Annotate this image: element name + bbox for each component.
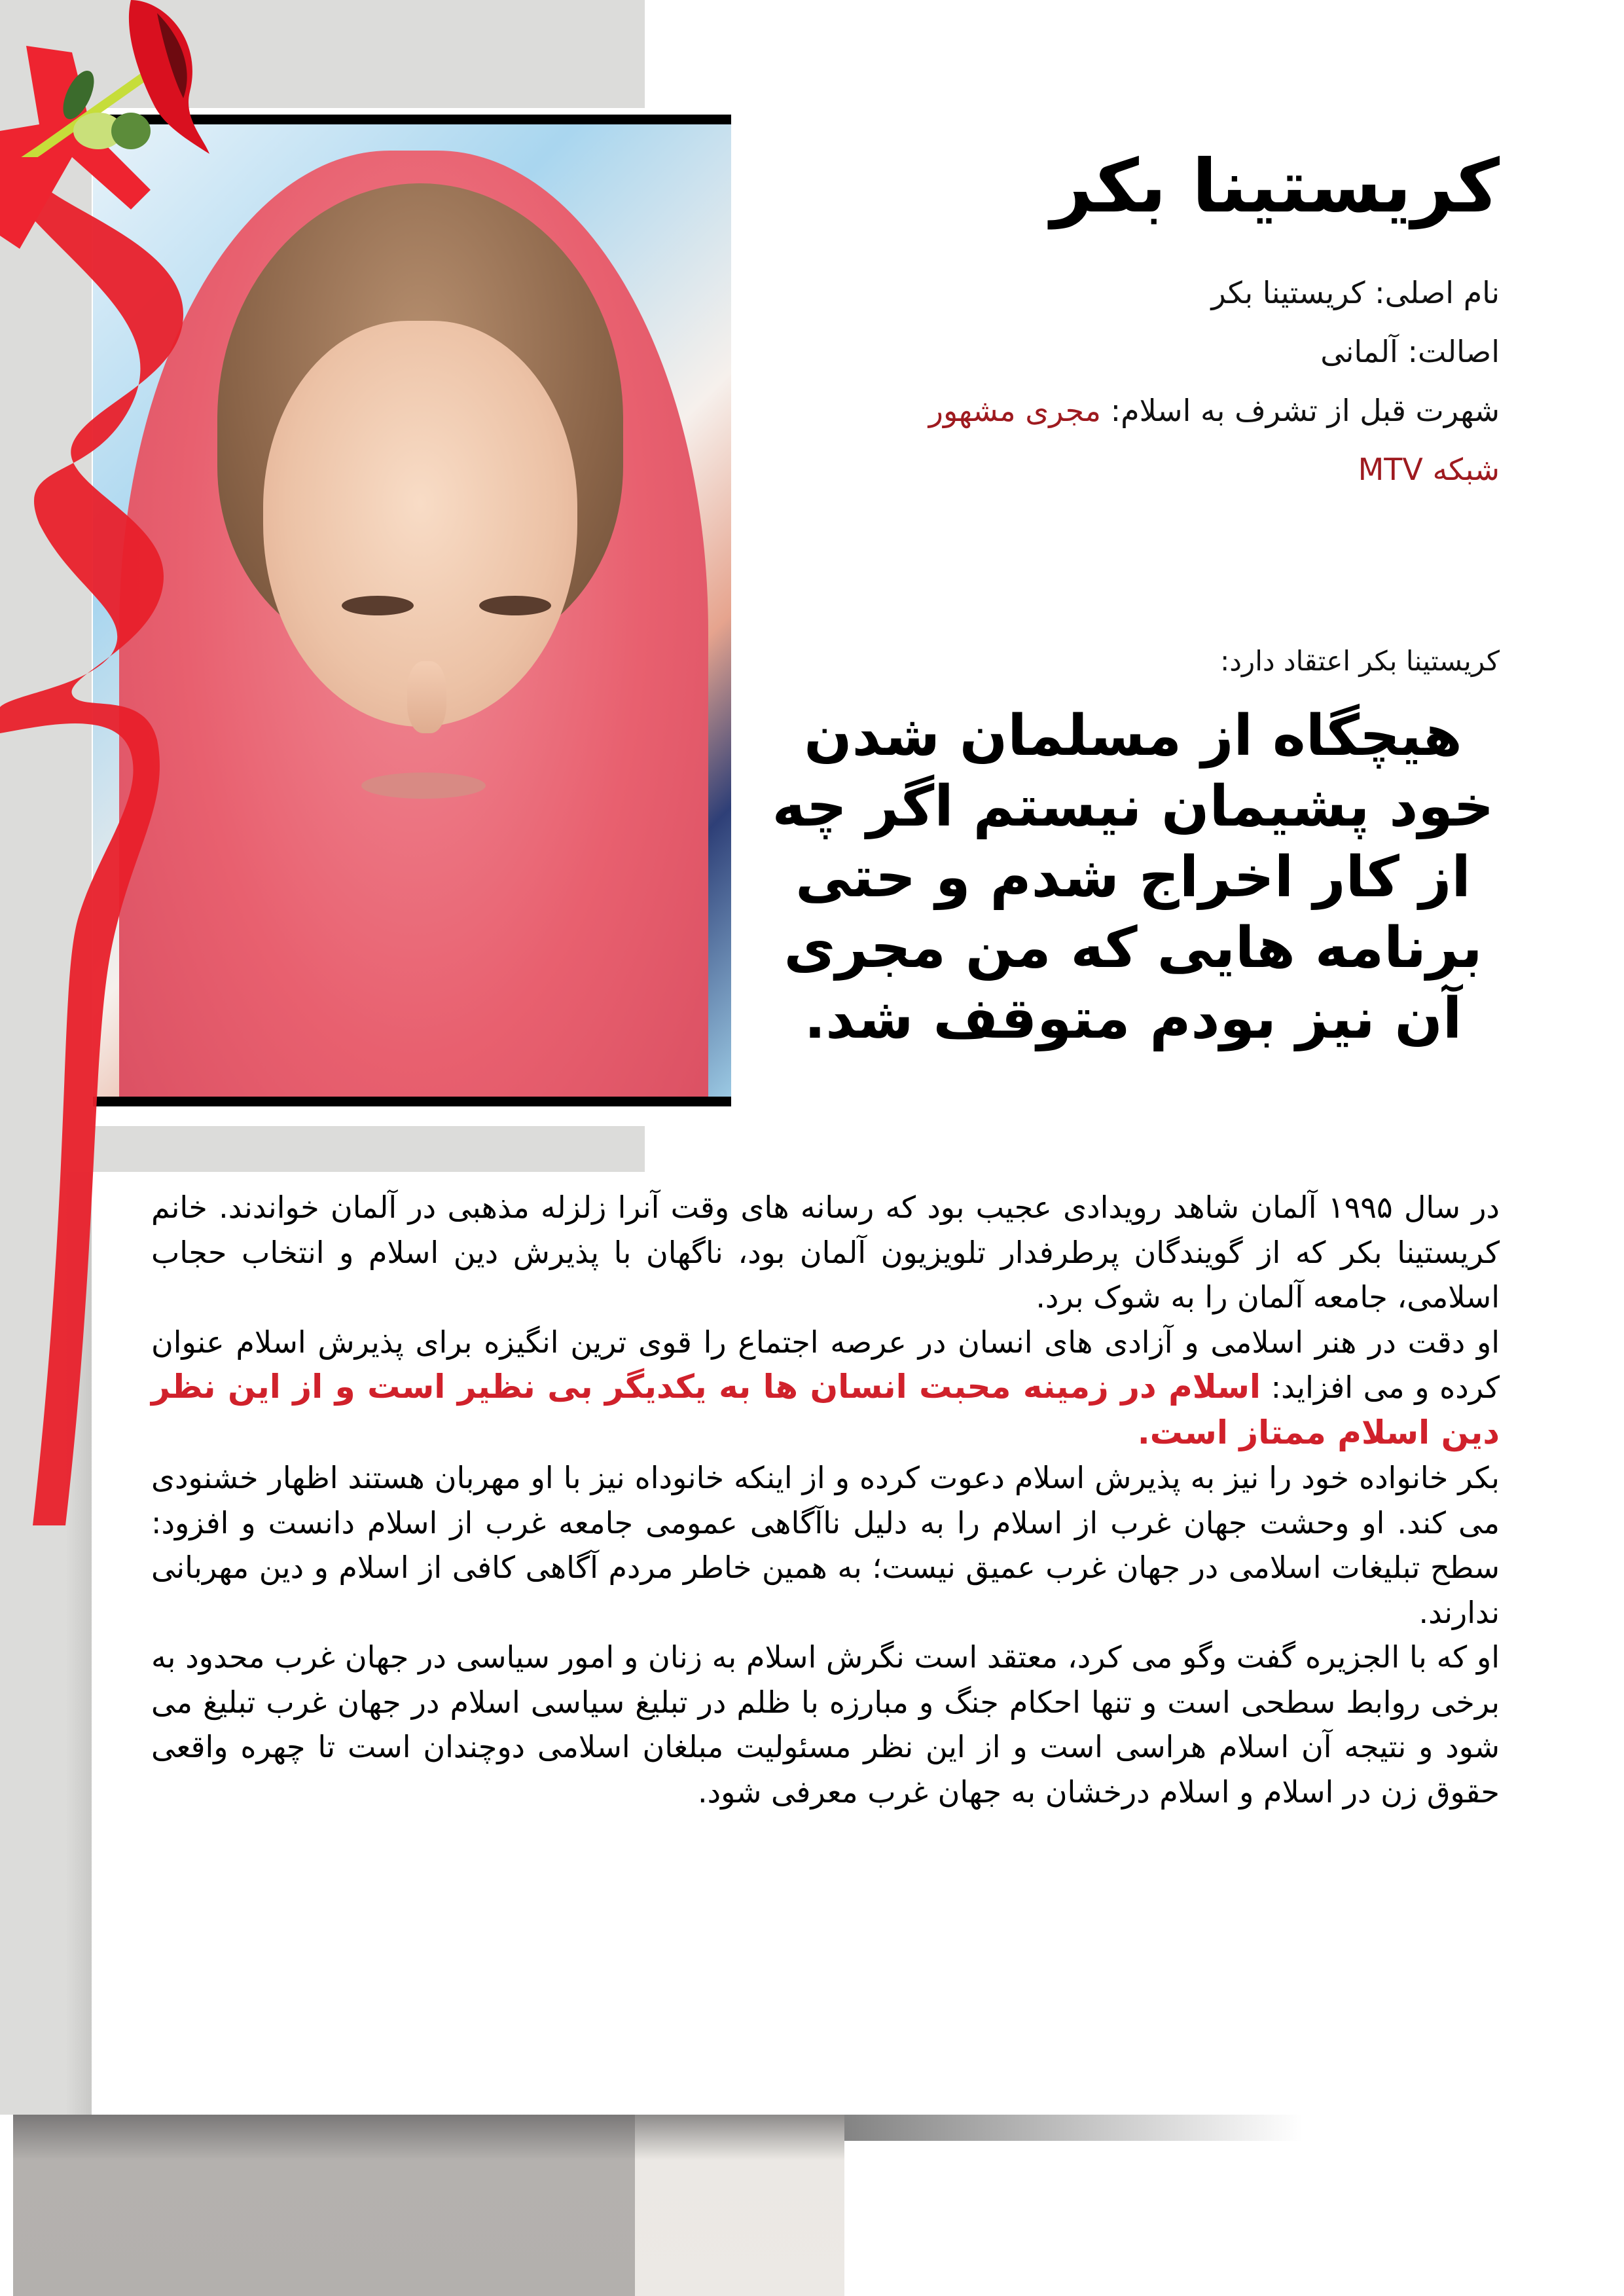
- info-value: مجری مشهور: [928, 393, 1101, 428]
- info-origin: [1320, 334, 1500, 369]
- highlighted-quote: اسلام در زمینه محبت انسان ها به یکدیگر بی نظیر است و از این نظر دین اسلام ممتاز است.: [151, 1368, 1500, 1451]
- info-fame: [929, 393, 1500, 428]
- article-title: کریستینا بکر: [1051, 144, 1500, 229]
- shadow-dark-band: [13, 2115, 635, 2296]
- body-paragraph: در سال ۱۹۹۵ آلمان شاهد رویدادی عجیب بود که رسانه های وقت آنرا زلزله مذهبی در آلمان خواندند. خانم کریستینا بکر که از گویندگان پرطرفدار تلویزیون آلمان بود، ناگهان با پذیرش دین اسلام و انتخاب حجاب اسلامی، جامعه آلمان را به شوک برد.: [151, 1190, 1500, 1315]
- rose-leaf: [111, 113, 151, 149]
- info-fame-continued: شبکه MTV: [1358, 452, 1500, 487]
- body-paragraph: [151, 1320, 1500, 1456]
- shadow-tail: [844, 2115, 1303, 2141]
- article-body: [151, 1185, 1500, 1814]
- body-text: او دقت در هنر اسلامی و آزادی های انسان در عرصه اجتماع را قوی ترین انگیزه برای پذیرش اسلام عنوان کرده و می افزاید:: [151, 1324, 1500, 1405]
- page-bottom-shadow: [0, 2115, 1624, 2296]
- rose-icon: [0, 0, 367, 157]
- info-label: اصالت:: [1407, 334, 1500, 369]
- photo-face: [263, 321, 577, 727]
- info-label: نام اصلی:: [1375, 275, 1500, 310]
- photo-lips: [361, 773, 486, 799]
- photo-eye-right: [479, 596, 551, 615]
- info-value: کریستینا بکر: [1211, 275, 1365, 310]
- info-label: شهرت قبل از تشرف به اسلام:: [1110, 393, 1500, 428]
- shadow-light-band: [635, 2115, 844, 2296]
- info-original-name: [1212, 275, 1500, 310]
- quote-lead: کریستینا بکر اعتقاد دارد:: [1220, 645, 1500, 677]
- pull-quote: هیچگاه از مسلمان شدن خود پشیمان نیستم اگر چه از کار اخراج شدم و حتی برنامه هایی که من مجری آن نیز بودم متوقف شد.: [772, 703, 1494, 1051]
- photo-eye-left: [342, 596, 414, 615]
- photo-nose: [407, 661, 446, 733]
- info-value: آلمانی: [1320, 334, 1398, 369]
- body-paragraph: او که با الجزیره گفت وگو می کرد، معتقد است نگرش اسلام به زنان و امور سیاسی در جهان غرب محدود به برخی روابط سطحی است و تنها احکام جنگ و مبارزه با ظلم در تبلیغ سیاسی اسلام در جهان غرب تبلیغ می شود و نتیجه آن اسلام هراسی است و از این نظر مسئولیت مبلغان اسلامی دوچندان است تا چهره واقعی حقوق زن در اسلام و اسلام درخشان به جهان غرب معرفی شود.: [151, 1639, 1500, 1810]
- body-paragraph: بکر خانواده خود را نیز به پذیرش اسلام دعوت کرده و از اینکه خانوداه نیز با او مهربان هستند اظهار خشنودی می کند. او وحشت جهان غرب از اسلام را به دلیل ناآگاهی عمومی جامعه غرب از اسلام دانست و افزود: سطح تبلیغات اسلامی در جهان غرب عمیق نیست؛ به همین خاطر مردم آگاهی کافی از اسلام و دین مهربانی ندارند.: [151, 1460, 1500, 1630]
